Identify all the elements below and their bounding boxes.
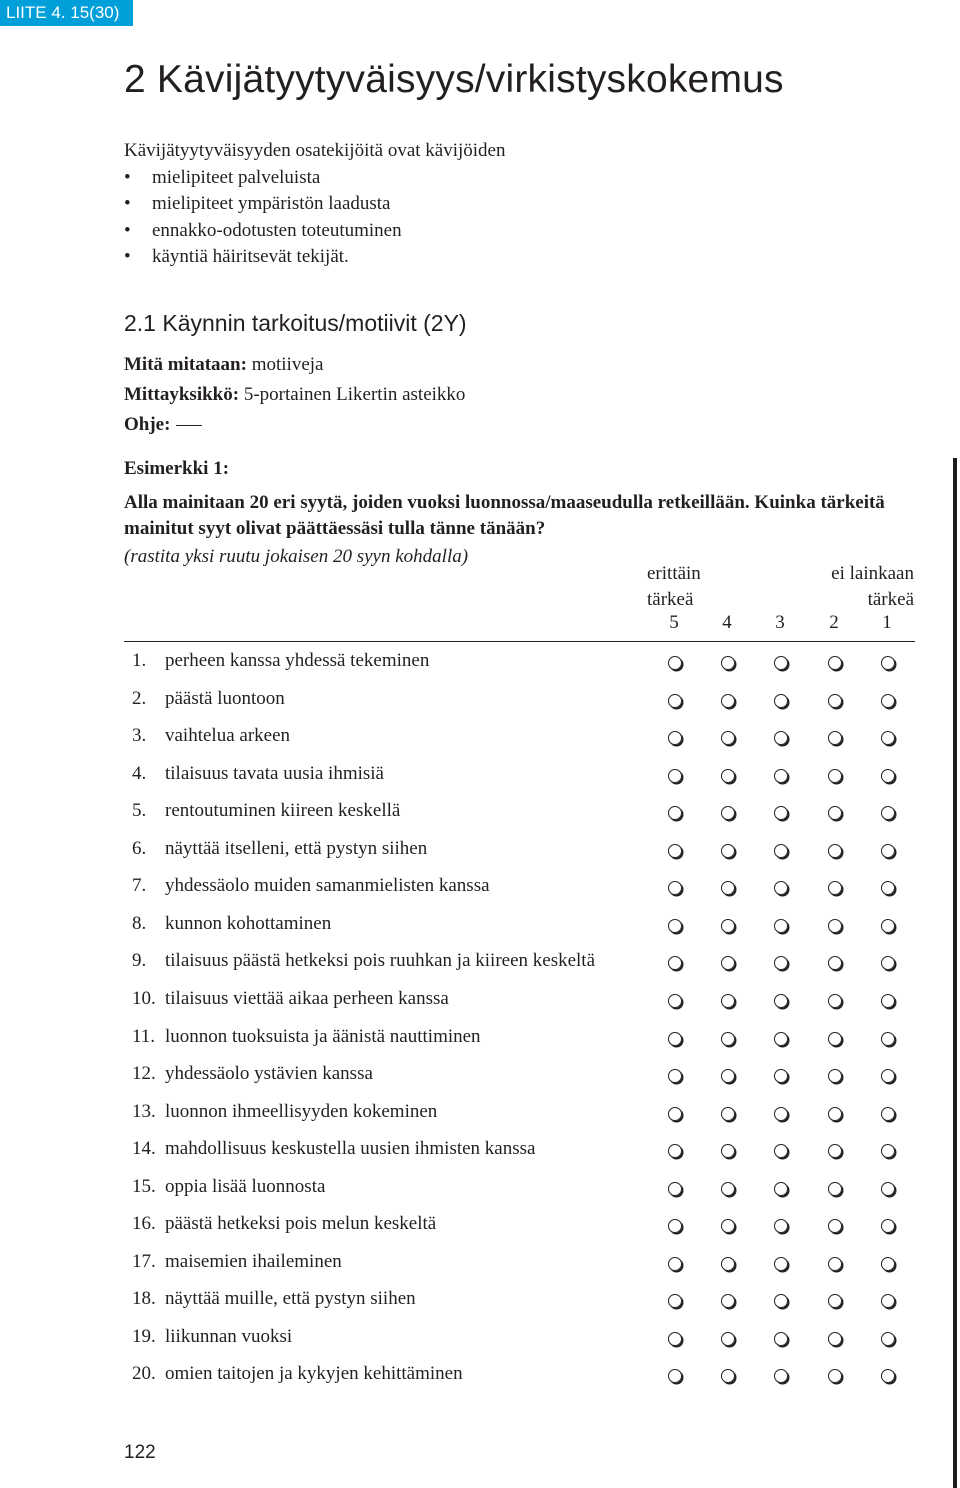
option-circle-2[interactable]: [828, 1332, 842, 1346]
question-number: 11.: [132, 1025, 156, 1047]
option-circle-4[interactable]: [721, 1032, 735, 1046]
bullet-glyph: •: [124, 166, 131, 188]
scale-low-line-2: tärkeä: [867, 589, 914, 610]
question-number: 7.: [132, 875, 147, 897]
question-text: päästä hetkeksi pois melun keskeltä: [165, 1213, 437, 1235]
question-text: yhdessäolo muiden samanmielisten kanssa: [165, 875, 490, 897]
option-circle-4[interactable]: [721, 1294, 735, 1308]
question-number: 15.: [132, 1175, 156, 1197]
option-circle-3[interactable]: [774, 1219, 788, 1233]
option-circle-5[interactable]: [668, 1069, 682, 1083]
option-circle-3[interactable]: [774, 1332, 788, 1346]
question-text: luonnon tuoksuista ja äänistä nauttiminen: [165, 1025, 481, 1047]
measures-line: [124, 350, 465, 380]
option-circle-2[interactable]: [828, 1032, 842, 1046]
option-circle-5[interactable]: [668, 1219, 682, 1233]
question-text: päästä luontoon: [165, 687, 285, 709]
question-text: yhdessäolo ystävien kanssa: [165, 1063, 373, 1085]
option-circle-4[interactable]: [721, 1069, 735, 1083]
option-circle-2[interactable]: [828, 1107, 842, 1121]
question-text: tilaisuus päästä hetkeksi pois ruuhkan ja kiireen keskeltä: [165, 950, 596, 972]
appendix-tab: LIITE 4. 15(30): [0, 0, 133, 26]
question-number: 17.: [132, 1250, 156, 1272]
page-edge-bar: [953, 458, 957, 1488]
question-text: maisemien ihaileminen: [165, 1250, 342, 1272]
option-circle-4[interactable]: [721, 806, 735, 820]
option-circle-3[interactable]: [774, 806, 788, 820]
option-circle-1[interactable]: [881, 1257, 895, 1271]
unit-label: Mittayksikkö:: [124, 384, 240, 405]
example-instruction: (rastita yksi ruutu jokaisen 20 syyn kohdalla): [124, 546, 469, 567]
question-text: näyttää itselleni, että pystyn siihen: [165, 837, 428, 859]
question-number: 10.: [132, 987, 156, 1009]
option-circle-4[interactable]: [721, 1144, 735, 1158]
option-circle-2[interactable]: [828, 919, 842, 933]
question-text: mahdollisuus keskustella uusien ihmisten kanssa: [165, 1138, 536, 1160]
question-number: 2.: [132, 687, 147, 709]
option-circle-1[interactable]: [881, 769, 895, 783]
question-number: 19.: [132, 1325, 156, 1347]
option-circle-3[interactable]: [774, 769, 788, 783]
option-circle-4[interactable]: [721, 844, 735, 858]
scale-low-label: [826, 561, 914, 613]
question-text: liikunnan vuoksi: [165, 1325, 293, 1347]
option-circle-5[interactable]: [668, 1332, 682, 1346]
option-circle-1[interactable]: [881, 1069, 895, 1083]
option-circle-3[interactable]: [774, 994, 788, 1008]
option-circle-1[interactable]: [881, 956, 895, 970]
option-circle-5[interactable]: [668, 844, 682, 858]
question-row: [124, 763, 924, 793]
question-row: [124, 1176, 924, 1206]
option-circle-3[interactable]: [774, 694, 788, 708]
option-circle-1[interactable]: [881, 1107, 895, 1121]
question-text: näyttää muille, että pystyn siihen: [165, 1288, 416, 1310]
question-row: [124, 1363, 924, 1393]
intro-bullet: [124, 218, 506, 245]
option-circle-4[interactable]: [721, 1332, 735, 1346]
option-circle-2[interactable]: [828, 881, 842, 895]
question-row: [124, 688, 924, 718]
option-circle-5[interactable]: [668, 694, 682, 708]
question-row: [124, 1288, 924, 1318]
question-number: 1.: [132, 650, 147, 671]
question-number: 18.: [132, 1288, 156, 1310]
scale-low-line-1: ei lainkaan: [831, 563, 914, 584]
question-row: [124, 1101, 924, 1131]
intro-bullet: [124, 165, 506, 192]
scale-value: 1: [882, 612, 892, 633]
option-circle-2[interactable]: [828, 1294, 842, 1308]
option-circle-4[interactable]: [721, 1219, 735, 1233]
option-circle-1[interactable]: [881, 844, 895, 858]
option-circle-1[interactable]: [881, 731, 895, 745]
question-row: [124, 1326, 924, 1356]
option-circle-3[interactable]: [774, 1069, 788, 1083]
example-question: Alla mainitaan 20 eri syytä, joiden vuoksi luonnossa/maaseudulla retkeillään. Kuinka tärkeitä mainitut syyt olivat päättäessäsi tulla tänne tänään?: [124, 492, 885, 539]
intro-lead: Kävijätyytyväisyyden osatekijöitä ovat kävijöiden: [124, 140, 506, 161]
measures-label: Mitä mitataan:: [124, 354, 247, 375]
option-circle-4[interactable]: [721, 881, 735, 895]
section-heading: 2.1 Käynnin tarkoitus/motiivit (2Y): [124, 310, 467, 336]
option-circle-4[interactable]: [721, 656, 735, 670]
option-circle-1[interactable]: [881, 994, 895, 1008]
option-circle-2[interactable]: [828, 956, 842, 970]
question-text: kunnon kohottaminen: [165, 912, 332, 934]
scale-value: 3: [775, 612, 785, 633]
option-circle-1[interactable]: [881, 1032, 895, 1046]
question-row: [124, 650, 924, 680]
guide-dash: [176, 425, 202, 426]
question-text: perheen kanssa yhdessä tekeminen: [165, 650, 430, 671]
question-row: [124, 1026, 924, 1056]
option-circle-5[interactable]: [668, 1257, 682, 1271]
option-circle-2[interactable]: [828, 1182, 842, 1196]
option-circle-4[interactable]: [721, 1107, 735, 1121]
question-number: 4.: [132, 762, 147, 784]
option-circle-4[interactable]: [721, 694, 735, 708]
question-number: 13.: [132, 1100, 156, 1122]
option-circle-1[interactable]: [881, 694, 895, 708]
intro-block: [124, 138, 506, 271]
question-row: [124, 725, 924, 755]
question-number: 8.: [132, 912, 147, 934]
option-circle-5[interactable]: [668, 1107, 682, 1121]
section-meta: [124, 350, 465, 440]
option-circle-5[interactable]: [668, 656, 682, 670]
option-circle-4[interactable]: [721, 994, 735, 1008]
option-circle-5[interactable]: [668, 994, 682, 1008]
option-circle-3[interactable]: [774, 1369, 788, 1383]
scale-high-line-2: tärkeä: [647, 589, 694, 610]
bullet-text: mielipiteet ympäristön laadusta: [152, 193, 391, 214]
guide-line: [124, 410, 465, 440]
question-number: 6.: [132, 837, 147, 859]
option-circle-5[interactable]: [668, 1369, 682, 1383]
question-row: [124, 1138, 924, 1168]
option-circle-1[interactable]: [881, 656, 895, 670]
option-circle-2[interactable]: [828, 1257, 842, 1271]
table-divider: [124, 641, 915, 642]
scale-high-label: [647, 561, 701, 613]
bullet-glyph: •: [124, 219, 131, 241]
option-circle-2[interactable]: [828, 656, 842, 670]
option-circle-5[interactable]: [668, 956, 682, 970]
option-circle-2[interactable]: [828, 1069, 842, 1083]
question-row: [124, 1063, 924, 1093]
option-circle-5[interactable]: [668, 1144, 682, 1158]
option-circle-3[interactable]: [774, 731, 788, 745]
option-circle-5[interactable]: [668, 919, 682, 933]
option-circle-5[interactable]: [668, 1294, 682, 1308]
option-circle-1[interactable]: [881, 1332, 895, 1346]
option-circle-1[interactable]: [881, 1219, 895, 1233]
intro-bullet: [124, 191, 506, 218]
option-circle-5[interactable]: [668, 731, 682, 745]
unit-line: [124, 380, 465, 410]
option-circle-1[interactable]: [881, 919, 895, 933]
option-circle-2[interactable]: [828, 1219, 842, 1233]
question-text: vaihtelua arkeen: [165, 725, 291, 747]
option-circle-3[interactable]: [774, 1144, 788, 1158]
question-row: [124, 950, 924, 980]
question-number: 3.: [132, 725, 147, 747]
question-text: rentoutuminen kiireen keskellä: [165, 800, 401, 822]
bullet-text: käyntiä häiritsevät tekijät.: [152, 246, 349, 267]
option-circle-3[interactable]: [774, 1257, 788, 1271]
question-text: luonnon ihmeellisyyden kokeminen: [165, 1100, 438, 1122]
guide-label: Ohje:: [124, 414, 171, 435]
option-circle-1[interactable]: [881, 1182, 895, 1196]
option-circle-4[interactable]: [721, 919, 735, 933]
question-number: 9.: [132, 950, 147, 972]
question-row: [124, 800, 924, 830]
question-row: [124, 913, 924, 943]
option-circle-4[interactable]: [721, 1182, 735, 1196]
option-circle-1[interactable]: [881, 881, 895, 895]
question-row: [124, 988, 924, 1018]
option-circle-2[interactable]: [828, 844, 842, 858]
question-number: 12.: [132, 1063, 156, 1085]
option-circle-2[interactable]: [828, 806, 842, 820]
question-row: [124, 838, 924, 868]
option-circle-3[interactable]: [774, 956, 788, 970]
option-circle-2[interactable]: [828, 731, 842, 745]
option-circle-4[interactable]: [721, 731, 735, 745]
scale-value: 4: [722, 612, 732, 633]
option-circle-5[interactable]: [668, 769, 682, 783]
question-text: oppia lisää luonnosta: [165, 1175, 326, 1197]
example-block: [124, 456, 924, 570]
scale-high-line-1: erittäin: [647, 563, 701, 584]
option-circle-3[interactable]: [774, 1182, 788, 1196]
option-circle-5[interactable]: [668, 1032, 682, 1046]
bullet-glyph: •: [124, 246, 131, 267]
question-number: 16.: [132, 1213, 156, 1235]
example-label: Esimerkki 1:: [124, 458, 230, 479]
bullet-glyph: •: [124, 193, 131, 214]
question-number: 20.: [132, 1363, 156, 1385]
option-circle-1[interactable]: [881, 806, 895, 820]
question-row: [124, 1213, 924, 1243]
scale-value: 2: [829, 612, 839, 633]
question-text: tilaisuus viettää aikaa perheen kanssa: [165, 987, 449, 1009]
option-circle-2[interactable]: [828, 694, 842, 708]
option-circle-2[interactable]: [828, 769, 842, 783]
option-circle-3[interactable]: [774, 656, 788, 670]
option-circle-5[interactable]: [668, 806, 682, 820]
question-row: [124, 875, 924, 905]
option-circle-5[interactable]: [668, 881, 682, 895]
option-circle-3[interactable]: [774, 844, 788, 858]
option-circle-2[interactable]: [828, 1369, 842, 1383]
option-circle-2[interactable]: [828, 1144, 842, 1158]
option-circle-4[interactable]: [721, 769, 735, 783]
option-circle-2[interactable]: [828, 994, 842, 1008]
option-circle-5[interactable]: [668, 1182, 682, 1196]
bullet-text: mielipiteet palveluista: [152, 166, 321, 188]
option-circle-1[interactable]: [881, 1369, 895, 1383]
option-circle-3[interactable]: [774, 1107, 788, 1121]
option-circle-3[interactable]: [774, 1032, 788, 1046]
option-circle-4[interactable]: [721, 1257, 735, 1271]
question-number: 5.: [132, 800, 147, 822]
option-circle-1[interactable]: [881, 1294, 895, 1308]
question-number: 14.: [132, 1138, 156, 1160]
option-circle-4[interactable]: [721, 1369, 735, 1383]
page-number: 122: [124, 1442, 156, 1463]
bullet-text: ennakko-odotusten toteutuminen: [152, 219, 402, 241]
question-row: [124, 1251, 924, 1281]
page-title: 2 Kävijätyytyväisyys/virkistyskokemus: [124, 58, 784, 101]
question-text: omien taitojen ja kykyjen kehittäminen: [165, 1363, 463, 1385]
intro-bullet: [124, 244, 506, 271]
measures-value: motiiveja: [251, 354, 324, 375]
scale-value: 5: [669, 612, 679, 633]
option-circle-4[interactable]: [721, 956, 735, 970]
option-circle-1[interactable]: [881, 1144, 895, 1158]
option-circle-3[interactable]: [774, 919, 788, 933]
option-circle-3[interactable]: [774, 881, 788, 895]
question-text: tilaisuus tavata uusia ihmisiä: [165, 762, 384, 784]
unit-value: 5-portainen Likertin asteikko: [243, 384, 466, 405]
option-circle-3[interactable]: [774, 1294, 788, 1308]
